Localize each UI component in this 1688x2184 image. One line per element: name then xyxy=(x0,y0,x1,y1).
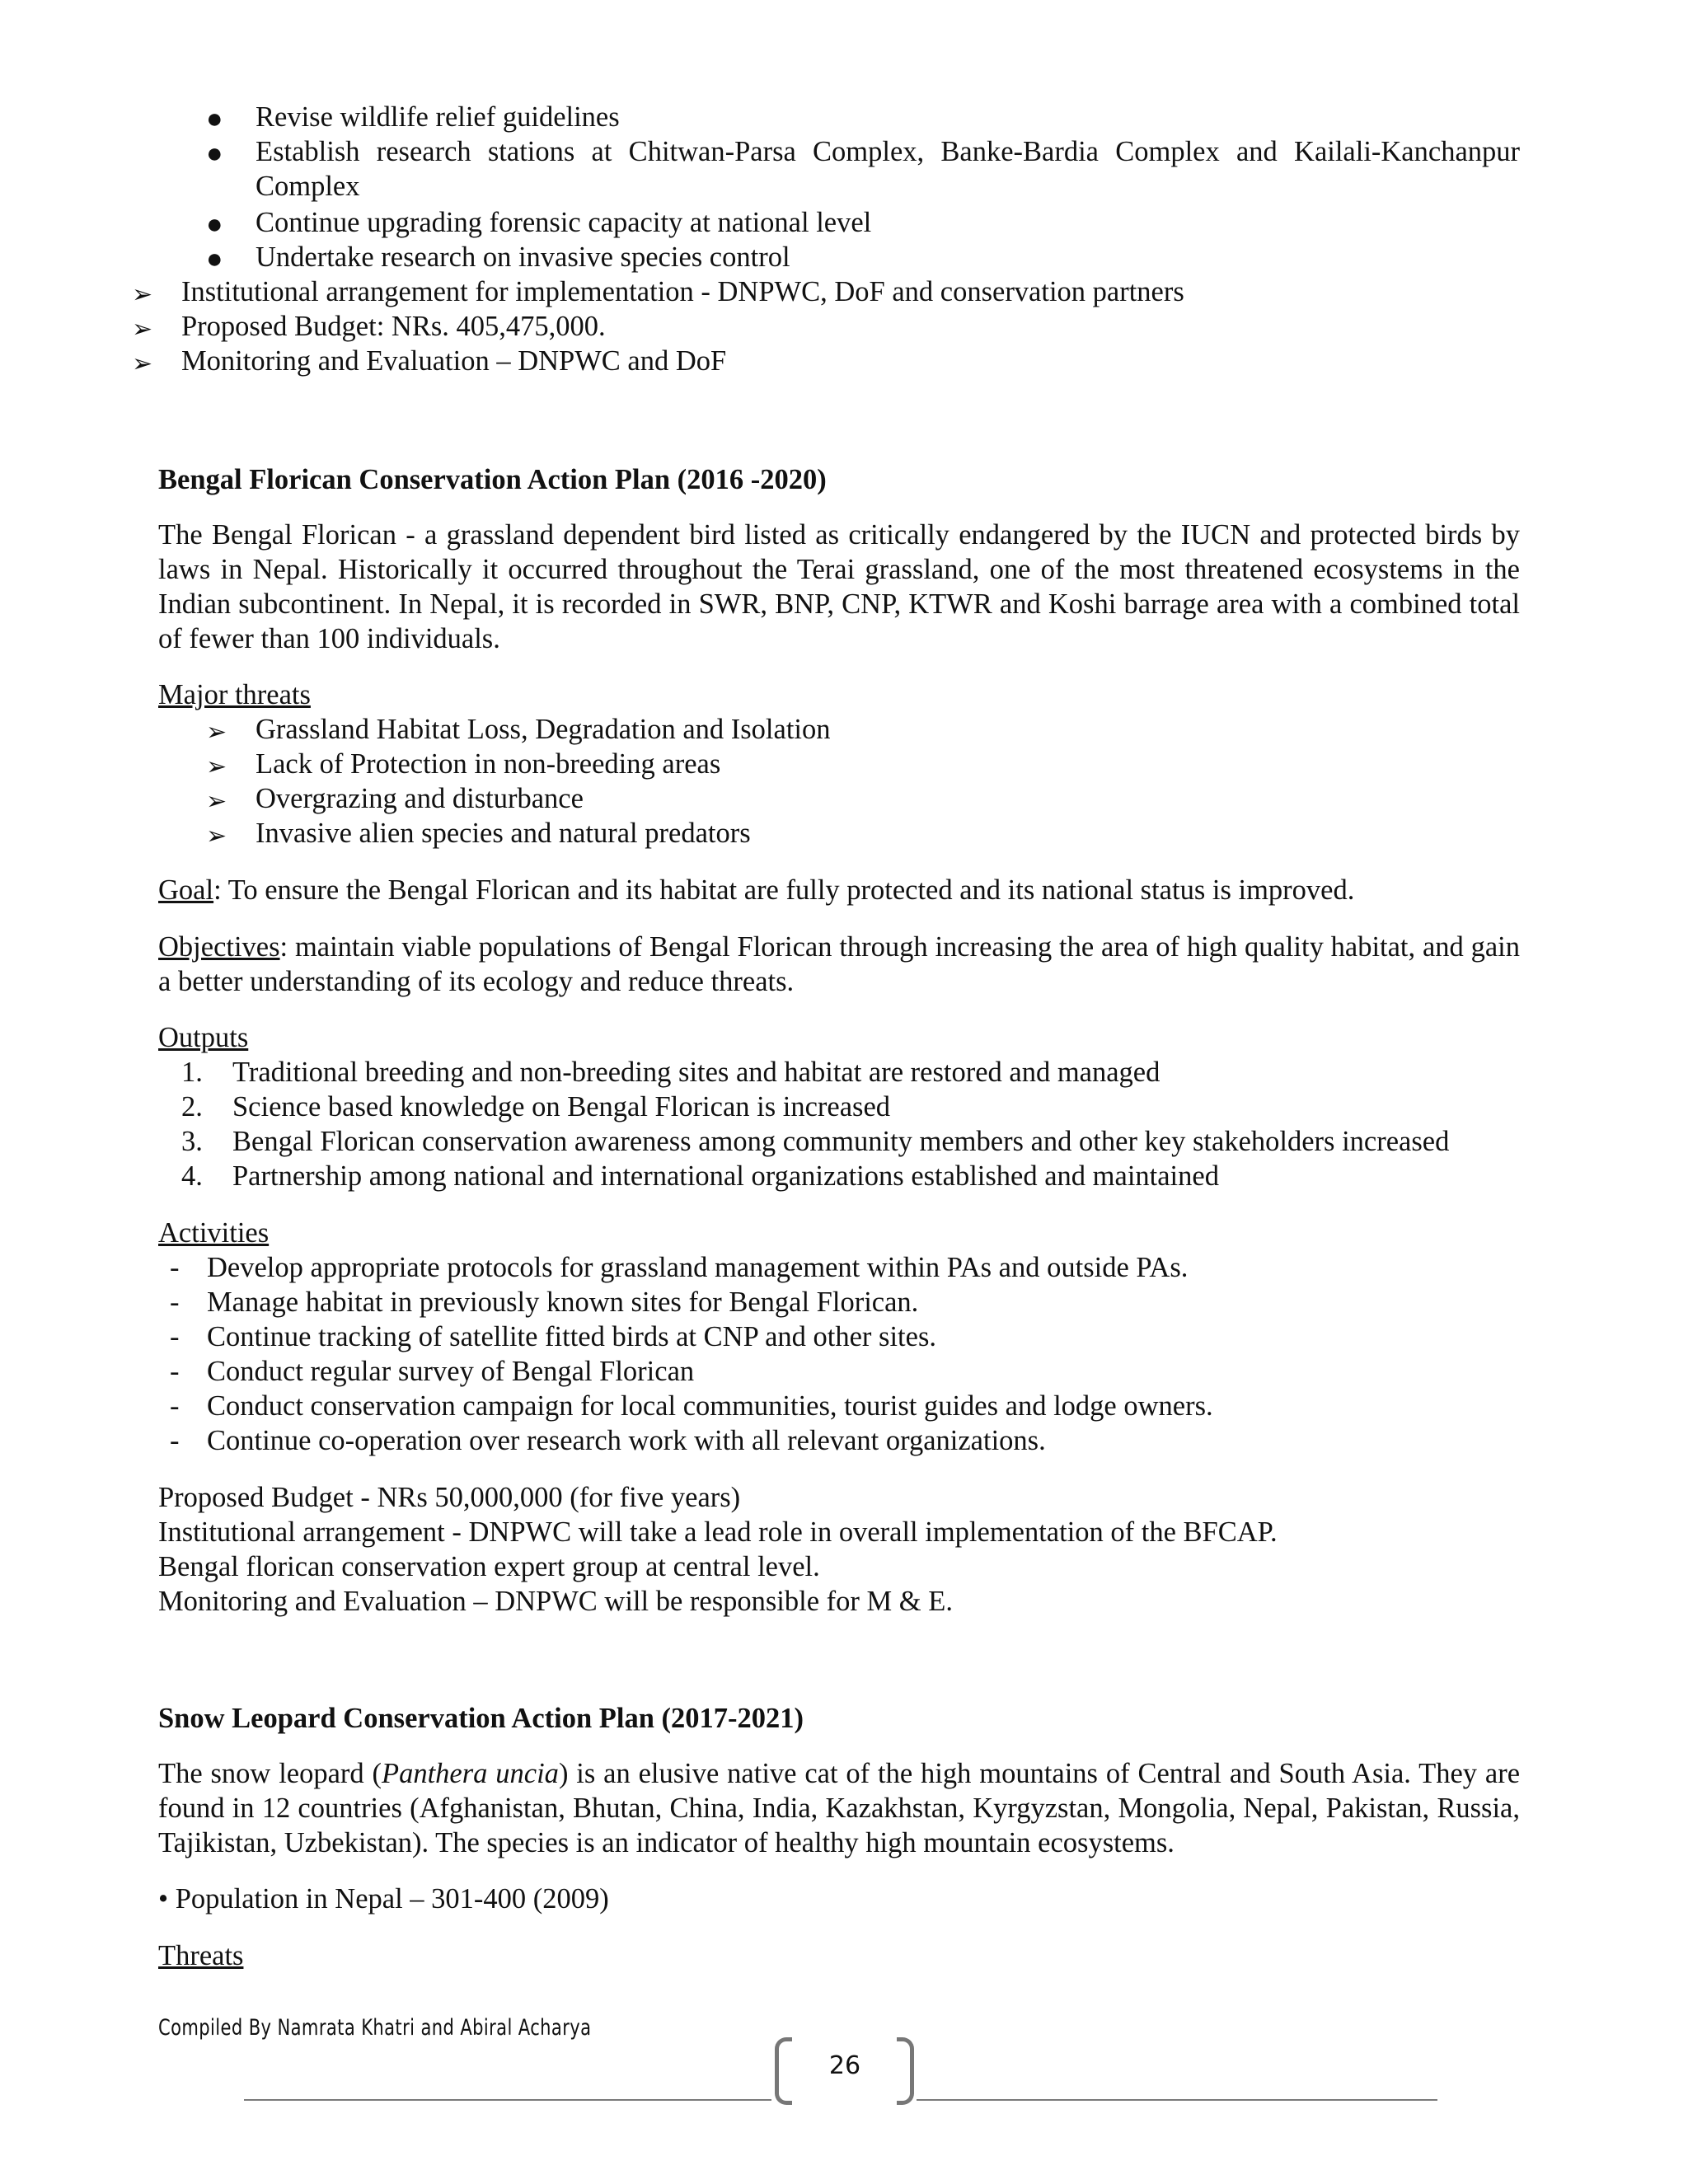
output-item: Traditional breeding and non-breeding sites and habitat are restored and managed xyxy=(232,1057,1160,1088)
activity-item: Manage habitat in previously known sites for Bengal Florican. xyxy=(207,1286,919,1318)
list-number: 1. xyxy=(181,1057,203,1088)
bullet-icon: ● xyxy=(206,244,223,274)
arrow-item: Monitoring and Evaluation – DNPWC and DoF xyxy=(181,345,727,377)
output-item: Bengal Florican conservation awareness among community members and other key stakeholders increased xyxy=(232,1126,1450,1157)
objectives-text: : maintain viable populations of Bengal Florican through increasing the area of high quality habitat, and gain a better understanding of its ecology and reduce threats. xyxy=(158,931,1520,997)
arrow-item: Proposed Budget: NRs. 405,475,000. xyxy=(181,311,606,342)
intro-pre: The snow leopard ( xyxy=(158,1758,382,1789)
dash-bullet: - xyxy=(170,1356,180,1387)
bullet-icon: ● xyxy=(206,104,223,134)
bullet-item: Establish research stations at Chitwan-Parsa Complex, Banke-Bardia Complex and Kailali-Kanchanpur Complex xyxy=(256,136,1520,202)
output-item: Science based knowledge on Bengal Florican is increased xyxy=(232,1091,891,1122)
monitoring-line: Monitoring and Evaluation – DNPWC will be responsible for M & E. xyxy=(158,1586,953,1617)
footer-credit: Compiled By Namrata Khatri and Abiral Acharya xyxy=(158,2015,592,2041)
dash-bullet: - xyxy=(170,1425,180,1456)
list-number: 2. xyxy=(181,1091,203,1122)
threat-item: Grassland Habitat Loss, Degradation and Isolation xyxy=(256,714,831,745)
objectives-label: Objectives xyxy=(158,931,280,963)
dash-bullet: - xyxy=(170,1252,180,1283)
species-name: Panthera uncia xyxy=(382,1758,559,1789)
activity-item: Conduct regular survey of Bengal Florican xyxy=(207,1356,695,1387)
page-number: 26 xyxy=(828,2051,861,2080)
objectives-paragraph xyxy=(158,930,1520,999)
bullet-icon: ● xyxy=(206,209,223,240)
output-item: Partnership among national and international organizations established and maintained xyxy=(232,1160,1219,1192)
bullet-item: Undertake research on invasive species control xyxy=(256,241,790,273)
section-title-snow-leopard: Snow Leopard Conservation Action Plan (2017-2021) xyxy=(158,1703,804,1734)
arrow-bullet-icon: ➢ xyxy=(132,349,153,378)
section-title-florican: Bengal Florican Conservation Action Plan (2016 -2020) xyxy=(158,464,827,495)
footer-rule-left xyxy=(244,2099,771,2101)
list-number: 3. xyxy=(181,1126,203,1157)
florican-intro: The Bengal Florican - a grassland dependent bird listed as critically endangered by the IUCN and protected birds by laws in Nepal. Historically it occurred throughout the Terai grassland, one of the most threatened ecosystems in the Indian subcontinent. In Nepal, it is recorded in SWR, BNP, CNP, KTWR and Koshi barrage area with a combined total of fewer than 100 individuals. xyxy=(158,519,1520,654)
expert-group-line: Bengal florican conservation expert group at central level. xyxy=(158,1551,820,1582)
page-bracket-right xyxy=(897,2037,914,2105)
threat-item: Overgrazing and disturbance xyxy=(256,783,584,814)
institutional-line: Institutional arrangement - DNPWC will take a lead role in overall implementation of the BFCAP. xyxy=(158,1516,1278,1548)
arrow-bullet-icon: ➢ xyxy=(132,315,153,344)
budget-line: Proposed Budget - NRs 50,000,000 (for five years) xyxy=(158,1482,741,1513)
threat-item: Invasive alien species and natural predators xyxy=(256,818,751,849)
dash-bullet: - xyxy=(170,1321,180,1352)
goal-paragraph xyxy=(158,873,1354,907)
bullet-item: Continue upgrading forensic capacity at national level xyxy=(256,207,872,238)
page-bracket-left xyxy=(775,2037,792,2105)
major-threats-heading: Major threats xyxy=(158,679,311,710)
snow-leopard-intro xyxy=(158,1756,1520,1860)
bullet-icon: ● xyxy=(206,138,223,169)
list-number: 4. xyxy=(181,1160,203,1192)
arrow-bullet-icon: ➢ xyxy=(206,718,227,747)
goal-label: Goal xyxy=(158,874,214,906)
dash-bullet: - xyxy=(170,1286,180,1318)
activity-item: Continue co-operation over research work with all relevant organizations. xyxy=(207,1425,1046,1456)
activity-item: Conduct conservation campaign for local communities, tourist guides and lodge owners. xyxy=(207,1390,1213,1422)
arrow-bullet-icon: ➢ xyxy=(206,752,227,781)
threat-item: Lack of Protection in non-breeding areas xyxy=(256,748,721,780)
goal-text: : To ensure the Bengal Florican and its habitat are fully protected and its national status is improved. xyxy=(213,874,1355,906)
activity-item: Develop appropriate protocols for grassland management within PAs and outside PAs. xyxy=(207,1252,1189,1283)
dash-bullet: - xyxy=(170,1390,180,1422)
arrow-bullet-icon: ➢ xyxy=(132,280,153,309)
intro-post: ) is an elusive native cat of the high mountains of Central and South Asia. They are found in 12 countries (Afghanistan, Bhutan, China, India, Kazakhstan, Kyrgyzstan, Mongolia, Nepal, Pakistan, Russia, Tajikistan, Uzbekistan). The species is an indicator of healthy high mountain ecosystems. xyxy=(158,1758,1521,1858)
activities-heading: Activities xyxy=(158,1217,270,1249)
threats-heading: Threats xyxy=(158,1940,244,1971)
arrow-item: Institutional arrangement for implementation - DNPWC, DoF and conservation partners xyxy=(181,276,1184,307)
outputs-heading: Outputs xyxy=(158,1022,249,1053)
arrow-bullet-icon: ➢ xyxy=(206,822,227,851)
arrow-bullet-icon: ➢ xyxy=(206,787,227,816)
activity-item: Continue tracking of satellite fitted birds at CNP and other sites. xyxy=(207,1321,937,1352)
footer-rule-right xyxy=(917,2099,1437,2101)
population-line: • Population in Nepal – 301-400 (2009) xyxy=(158,1883,609,1915)
bullet-item: Revise wildlife relief guidelines xyxy=(256,101,620,133)
